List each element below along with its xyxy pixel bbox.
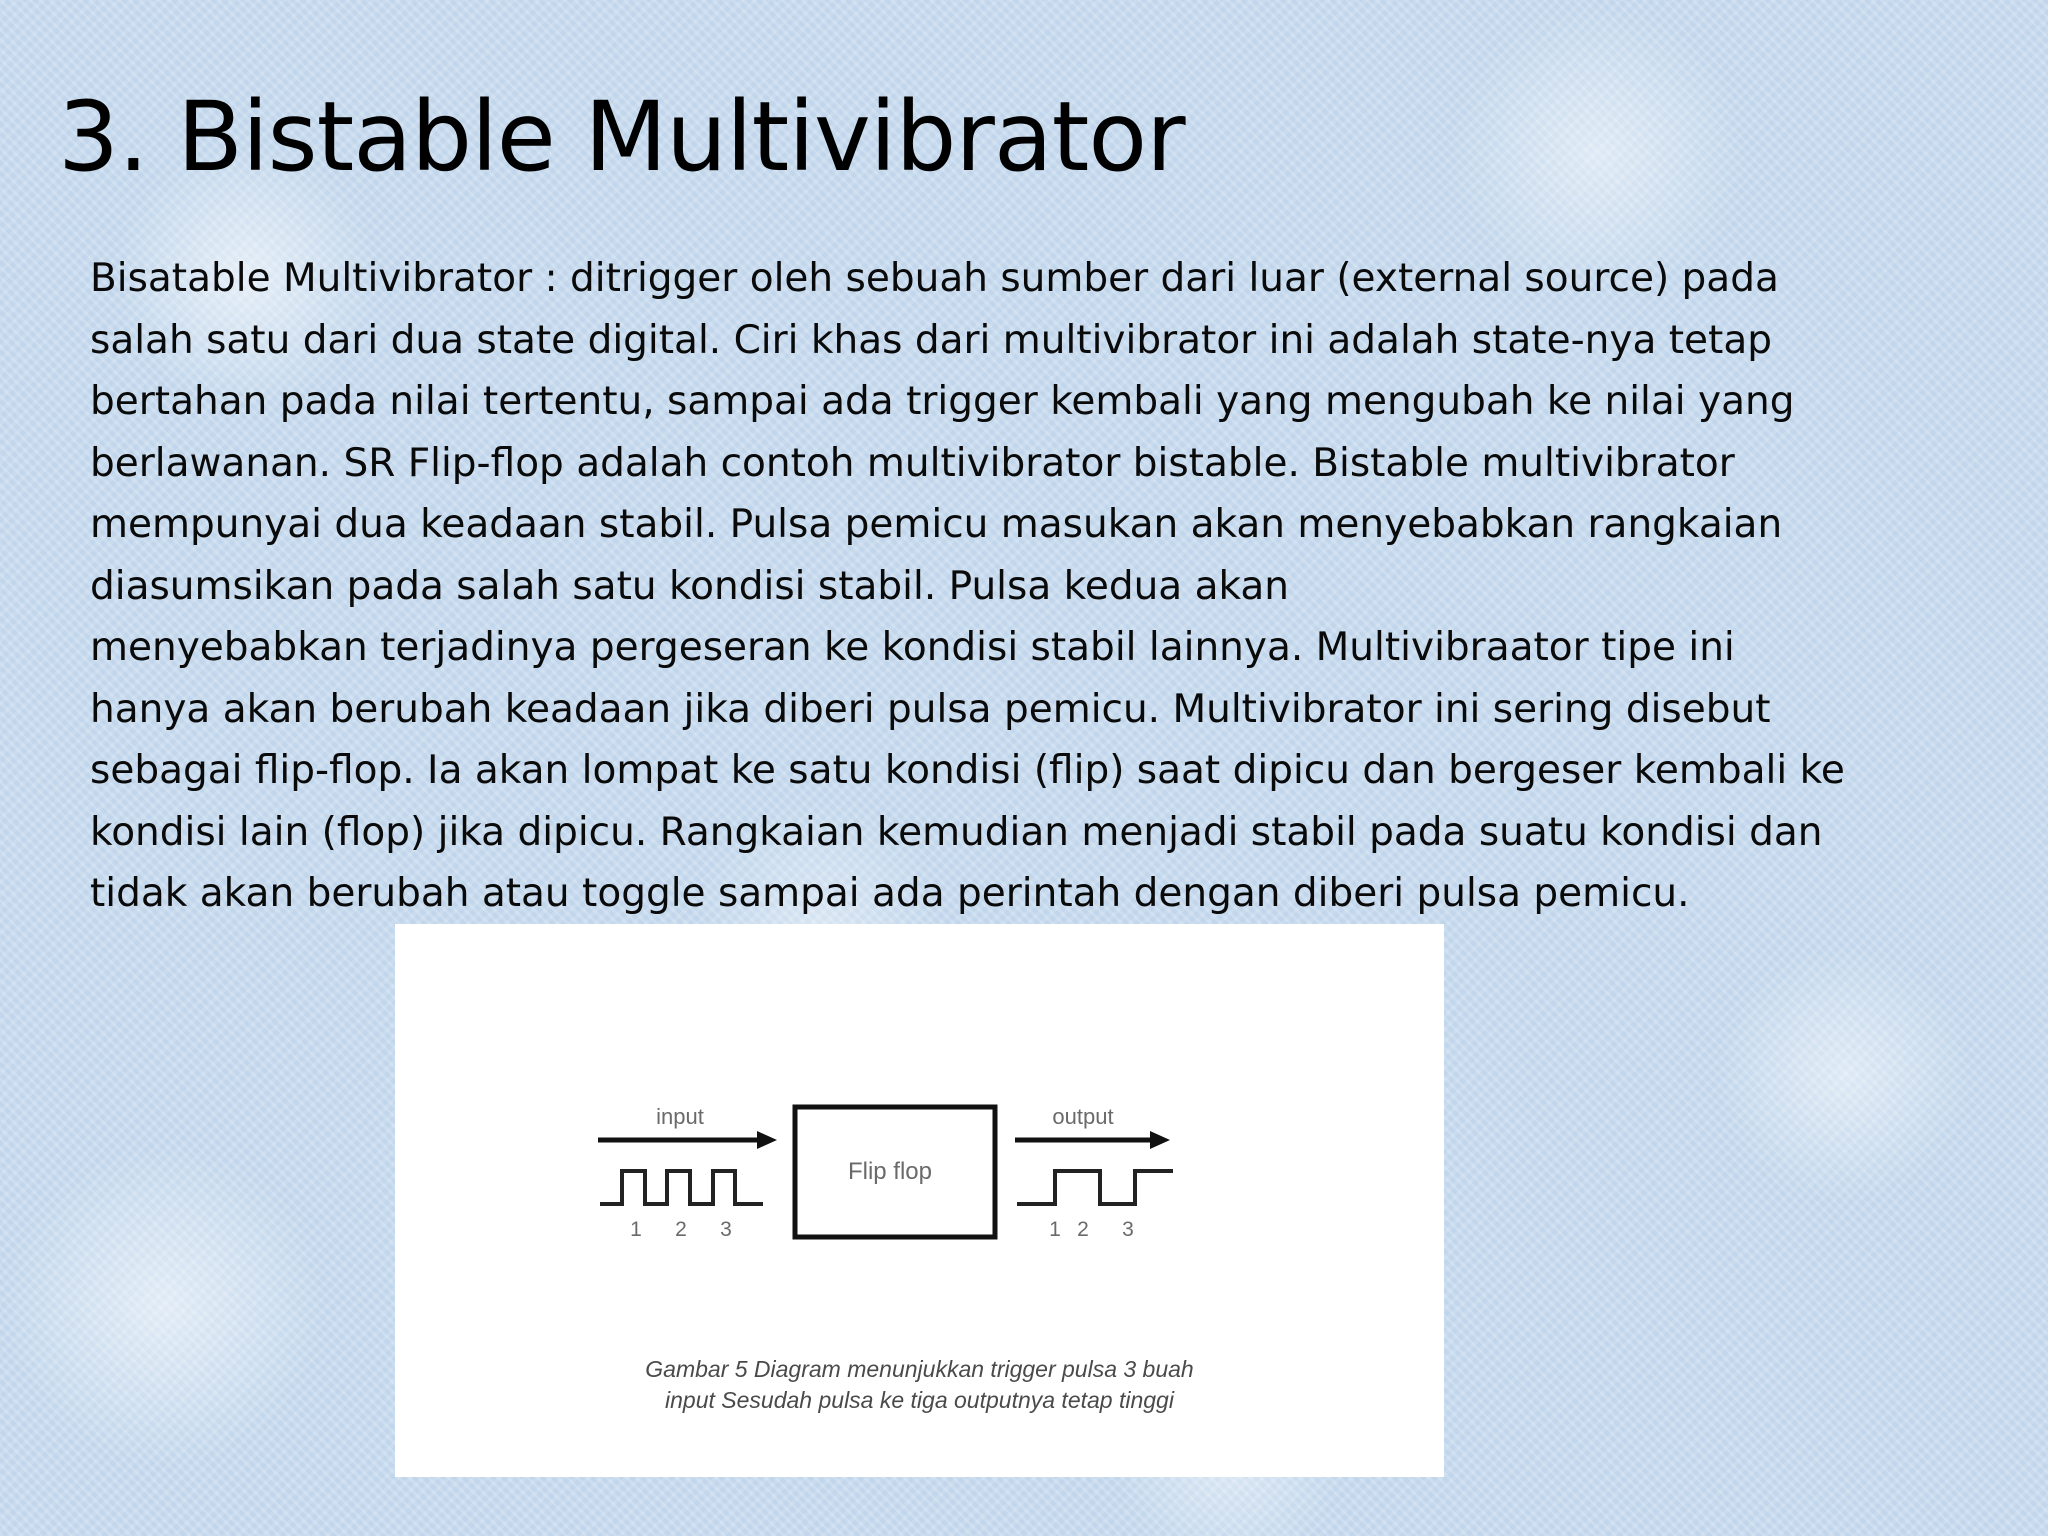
body-line: mempunyai dua keadaan stabil. Pulsa pemicu masukan akan menyebabkan rangkaian	[90, 502, 1783, 547]
body-line: diasumsikan pada salah satu kondisi stabil. Pulsa kedua akan	[90, 563, 1290, 609]
body-line: salah satu dari dua state digital. Ciri khas dari multivibrator ini adalah state-nya tetap	[90, 317, 1772, 363]
input-pulse-train	[600, 1171, 763, 1204]
flip-flop-diagram-image	[395, 924, 1444, 1477]
body-line: bertahan pada nilai tertentu, sampai ada trigger kembali yang mengubah ke nilai yang	[90, 379, 1795, 424]
output-pulse-number: 1	[1049, 1218, 1061, 1241]
input-label: input	[656, 1104, 704, 1129]
output-pulse-number: 2	[1077, 1218, 1089, 1241]
body-line: menyebabkan terjadinya pergeseran ke kondisi stabil lainnya. Multivibraator tipe ini	[90, 625, 1735, 670]
body-line: Bisatable Multivibrator : ditrigger oleh sebuah sumber dari luar (external source) pada	[90, 256, 1779, 301]
body-line: hanya akan berubah keadaan jika diberi pulsa pemicu. Multivibrator ini sering disebut	[90, 686, 1771, 732]
slide-body-text	[90, 248, 1990, 925]
output-label: output	[1052, 1104, 1114, 1129]
input-arrow	[598, 1131, 777, 1149]
slide-title: 3. Bistable Multivibrator	[58, 81, 1185, 193]
output-pulse-number: 3	[1122, 1218, 1134, 1241]
body-line: kondisi lain (flop) jika dipicu. Rangkaian kemudian menjadi stabil pada suatu kondisi dan	[90, 809, 1823, 855]
body-line: berlawanan. SR Flip-flop adalah contoh multivibrator bistable. Bistable multivibrator	[90, 440, 1735, 486]
caption-line: input Sesudah pulsa ke tiga outputnya tetap tinggi	[665, 1387, 1174, 1413]
body-line: sebagai flip-flop. Ia akan lompat ke satu kondisi (flip) saat dipicu dan bergeser kembali ke	[90, 748, 1845, 793]
input-pulse-number: 3	[720, 1218, 732, 1241]
figure-caption	[395, 1354, 1444, 1416]
body-line: tidak akan berubah atau toggle sampai ada perintah dengan diberi pulsa pemicu.	[90, 871, 1690, 916]
flip-flop-block-label: Flip flop	[847, 1158, 933, 1185]
output-pulse-train	[1017, 1171, 1173, 1204]
input-pulse-number: 2	[675, 1218, 687, 1241]
caption-line: Gambar 5 Diagram menunjukkan trigger pulsa 3 buah	[645, 1356, 1194, 1382]
output-arrow	[1015, 1131, 1170, 1149]
input-pulse-number: 1	[630, 1218, 642, 1241]
